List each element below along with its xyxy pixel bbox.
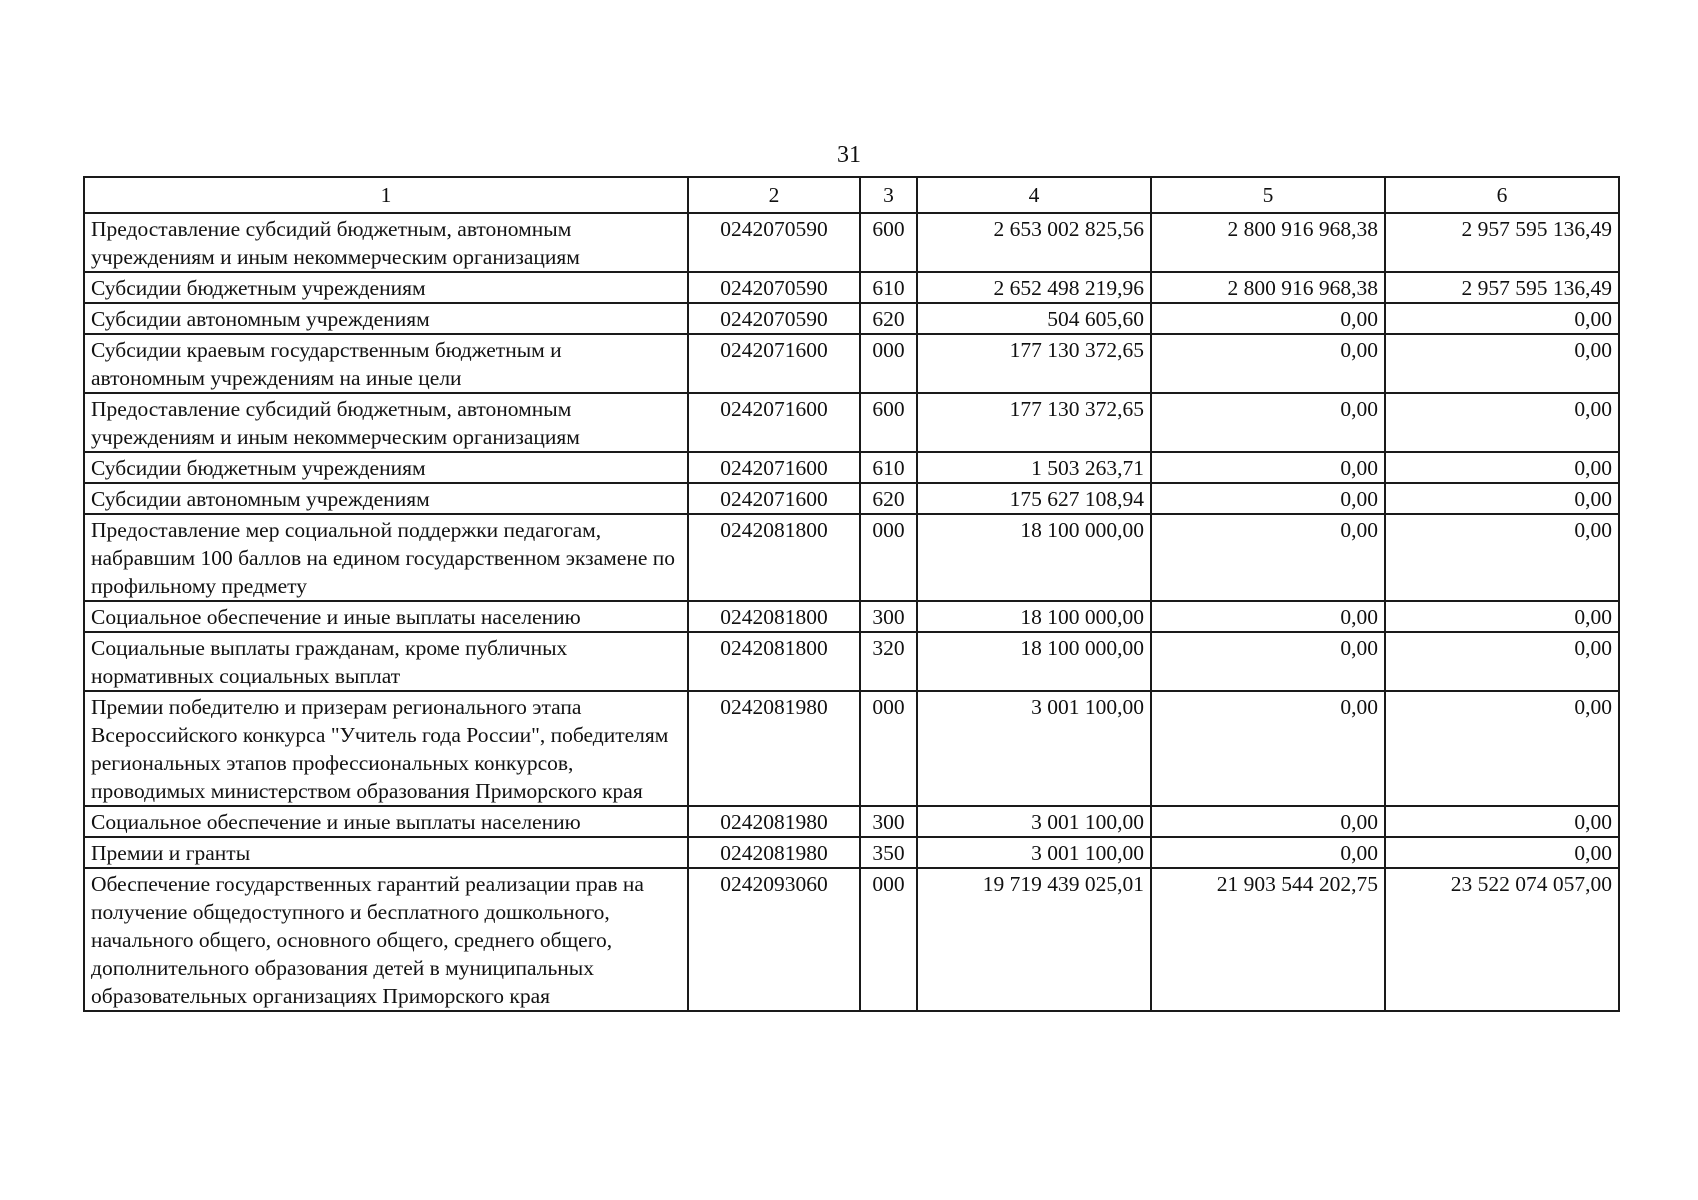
expense-type: 320 [860, 632, 917, 691]
expense-type: 620 [860, 303, 917, 334]
target-code: 0242071600 [688, 393, 860, 452]
expense-type: 610 [860, 272, 917, 303]
expense-type: 000 [860, 868, 917, 1011]
amount-col-6: 0,00 [1385, 632, 1619, 691]
target-code: 0242081980 [688, 806, 860, 837]
table-row [84, 632, 1619, 691]
amount-col-6: 0,00 [1385, 514, 1619, 601]
amount-col-6: 0,00 [1385, 806, 1619, 837]
amount-col-6: 0,00 [1385, 334, 1619, 393]
item-name: Субсидии автономным учреждениям [84, 303, 688, 334]
amount-col-4: 18 100 000,00 [917, 601, 1151, 632]
item-name: Обеспечение государственных гарантий реализации прав на получение общедоступного и бесплатного дошкольного, начального общего, основного общего, среднего общего, дополнительного образования детей в муниципальных образовательных организациях Приморского края [84, 868, 688, 1011]
amount-col-6: 0,00 [1385, 601, 1619, 632]
table-row [84, 483, 1619, 514]
amount-col-5: 0,00 [1151, 303, 1385, 334]
amount-col-6: 23 522 074 057,00 [1385, 868, 1619, 1011]
expense-type: 000 [860, 514, 917, 601]
amount-col-4: 3 001 100,00 [917, 837, 1151, 868]
item-name: Премии победителю и призерам регионального этапа Всероссийского конкурса "Учитель года России", победителям региональных этапов профессиональных конкурсов, проводимых министерством образования Приморского края [84, 691, 688, 806]
amount-col-5: 0,00 [1151, 632, 1385, 691]
header-cell-1: 1 [84, 177, 688, 213]
table-row [84, 868, 1619, 1011]
amount-col-6: 2 957 595 136,49 [1385, 213, 1619, 272]
target-code: 0242093060 [688, 868, 860, 1011]
amount-col-6: 0,00 [1385, 837, 1619, 868]
item-name: Субсидии бюджетным учреждениям [84, 452, 688, 483]
amount-col-5: 0,00 [1151, 334, 1385, 393]
item-name: Предоставление мер социальной поддержки педагогам, набравшим 100 баллов на едином государственном экзамене по профильному предмету [84, 514, 688, 601]
amount-col-4: 504 605,60 [917, 303, 1151, 334]
table-row [84, 806, 1619, 837]
table-row [84, 601, 1619, 632]
amount-col-5: 0,00 [1151, 601, 1385, 632]
amount-col-5: 0,00 [1151, 483, 1385, 514]
table-header-row [84, 177, 1619, 213]
item-name: Предоставление субсидий бюджетным, автономным учреждениям и иным некоммерческим организациям [84, 213, 688, 272]
amount-col-4: 18 100 000,00 [917, 632, 1151, 691]
amount-col-5: 0,00 [1151, 393, 1385, 452]
target-code: 0242081800 [688, 601, 860, 632]
page-number: 31 [837, 142, 861, 168]
amount-col-4: 1 503 263,71 [917, 452, 1151, 483]
target-code: 0242081800 [688, 514, 860, 601]
item-name: Предоставление субсидий бюджетным, автономным учреждениям и иным некоммерческим организациям [84, 393, 688, 452]
amount-col-4: 18 100 000,00 [917, 514, 1151, 601]
header-cell-3: 3 [860, 177, 917, 213]
table-row [84, 691, 1619, 806]
amount-col-6: 0,00 [1385, 393, 1619, 452]
expense-type: 600 [860, 213, 917, 272]
expense-type: 300 [860, 601, 917, 632]
expense-type: 610 [860, 452, 917, 483]
amount-col-4: 177 130 372,65 [917, 334, 1151, 393]
target-code: 0242070590 [688, 213, 860, 272]
target-code: 0242081980 [688, 837, 860, 868]
expense-type: 000 [860, 334, 917, 393]
item-name: Социальное обеспечение и иные выплаты населению [84, 601, 688, 632]
amount-col-6: 0,00 [1385, 691, 1619, 806]
target-code: 0242081980 [688, 691, 860, 806]
item-name: Субсидии бюджетным учреждениям [84, 272, 688, 303]
table-row [84, 514, 1619, 601]
target-code: 0242081800 [688, 632, 860, 691]
amount-col-6: 0,00 [1385, 452, 1619, 483]
item-name: Социальное обеспечение и иные выплаты населению [84, 806, 688, 837]
amount-col-5: 2 800 916 968,38 [1151, 213, 1385, 272]
amount-col-5: 0,00 [1151, 691, 1385, 806]
expense-type: 000 [860, 691, 917, 806]
expense-type: 300 [860, 806, 917, 837]
table-row [84, 334, 1619, 393]
amount-col-5: 0,00 [1151, 514, 1385, 601]
target-code: 0242071600 [688, 452, 860, 483]
amount-col-5: 0,00 [1151, 452, 1385, 483]
amount-col-5: 0,00 [1151, 806, 1385, 837]
target-code: 0242071600 [688, 483, 860, 514]
budget-table [83, 176, 1620, 1012]
target-code: 0242070590 [688, 303, 860, 334]
table-row [84, 272, 1619, 303]
table-row [84, 393, 1619, 452]
expense-type: 620 [860, 483, 917, 514]
table-row [84, 303, 1619, 334]
header-cell-4: 4 [917, 177, 1151, 213]
table-row [84, 213, 1619, 272]
amount-col-6: 2 957 595 136,49 [1385, 272, 1619, 303]
amount-col-4: 19 719 439 025,01 [917, 868, 1151, 1011]
expense-type: 350 [860, 837, 917, 868]
amount-col-5: 21 903 544 202,75 [1151, 868, 1385, 1011]
amount-col-4: 175 627 108,94 [917, 483, 1151, 514]
header-cell-2: 2 [688, 177, 860, 213]
amount-col-4: 3 001 100,00 [917, 691, 1151, 806]
item-name: Социальные выплаты гражданам, кроме публичных нормативных социальных выплат [84, 632, 688, 691]
target-code: 0242071600 [688, 334, 860, 393]
header-cell-6: 6 [1385, 177, 1619, 213]
amount-col-4: 3 001 100,00 [917, 806, 1151, 837]
amount-col-6: 0,00 [1385, 303, 1619, 334]
table-row [84, 452, 1619, 483]
table-row [84, 837, 1619, 868]
amount-col-5: 2 800 916 968,38 [1151, 272, 1385, 303]
amount-col-4: 2 652 498 219,96 [917, 272, 1151, 303]
expense-type: 600 [860, 393, 917, 452]
header-cell-5: 5 [1151, 177, 1385, 213]
target-code: 0242070590 [688, 272, 860, 303]
amount-col-6: 0,00 [1385, 483, 1619, 514]
amount-col-5: 0,00 [1151, 837, 1385, 868]
item-name: Премии и гранты [84, 837, 688, 868]
item-name: Субсидии краевым государственным бюджетным и автономным учреждениям на иные цели [84, 334, 688, 393]
amount-col-4: 2 653 002 825,56 [917, 213, 1151, 272]
item-name: Субсидии автономным учреждениям [84, 483, 688, 514]
amount-col-4: 177 130 372,65 [917, 393, 1151, 452]
